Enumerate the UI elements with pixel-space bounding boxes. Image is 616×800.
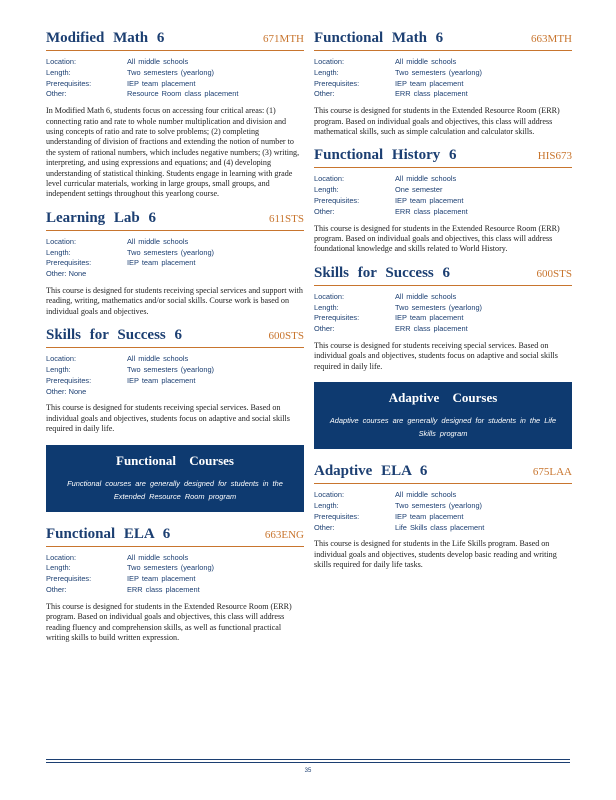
- prerequisites-label: Prerequisites:: [46, 78, 92, 88]
- course-header: [314, 147, 572, 168]
- course-functional-ela-6: [46, 526, 304, 644]
- banner-text: Adaptive courses are generally designed for students in the Life Skills program: [329, 416, 557, 439]
- prerequisites-label: Prerequisites:: [314, 196, 360, 205]
- length-value: Two semesters (yearlong): [127, 365, 215, 375]
- other-value: Resource Room class placement: [127, 89, 239, 99]
- course-functional-math-6: [314, 30, 572, 137]
- prerequisites-value: IEP team placement: [395, 196, 464, 205]
- location-label: Location:: [314, 57, 344, 66]
- other-value: ERR class placement: [395, 206, 468, 216]
- prerequisites-label: Prerequisites:: [46, 375, 92, 385]
- prerequisites-value: IEP team placement: [127, 375, 196, 385]
- location-value: All middle schools: [395, 291, 457, 301]
- other-value: None: [68, 386, 87, 396]
- location-label: Location:: [46, 354, 76, 364]
- other-label: Other:: [314, 522, 335, 532]
- course-header: [46, 327, 304, 348]
- other-label: Other:: [46, 89, 67, 99]
- course-details: [46, 354, 304, 397]
- prerequisites-value: IEP team placement: [395, 313, 464, 323]
- course-title: Functional Math 6: [314, 30, 444, 46]
- length-value: One semester: [395, 185, 443, 195]
- course-code: 675LAA: [532, 466, 572, 479]
- prerequisites-label: Prerequisites:: [46, 258, 92, 268]
- course-header: [314, 463, 572, 484]
- course-description: This course is designed for students in the Life Skills program. Based on individual goals and objectives, students develop basic reading and writing skills required for daily life tasks.: [314, 539, 557, 570]
- length-value: Two semesters (yearlong): [395, 302, 483, 312]
- prerequisites-label: Prerequisites:: [314, 511, 360, 521]
- course-code: 600STS: [536, 267, 572, 280]
- course-header: [314, 265, 572, 286]
- course-title: Modified Math 6: [46, 30, 165, 46]
- length-value: Two semesters (yearlong): [127, 67, 215, 77]
- other-label: Other:: [314, 206, 335, 216]
- course-code: 611STS: [268, 212, 304, 225]
- banner-title: Adaptive Courses: [388, 390, 498, 406]
- prerequisites-value: IEP team placement: [395, 78, 464, 88]
- location-label: Location:: [314, 174, 344, 184]
- other-value: None: [68, 269, 87, 279]
- prerequisites-label: Prerequisites:: [46, 574, 92, 584]
- footer-rule-top: [46, 759, 570, 760]
- length-label: Length:: [314, 185, 339, 195]
- course-description: This course is designed for students in the Extended Resource Room (ERR) program. Based on individual goals and objectives, this class will address mathematical skills, such as simple calculation and calculator skills.: [314, 106, 560, 136]
- course-description: In Modified Math 6, students focus on accessing four critical areas: (1) connecting ratio and rate to whole number multiplication and division and using concepts of ratio and rate to solve problems; (2) completing understanding of division of fractions and extending the notion of number to the system of rational numbers, which includes negative numbers; (3) writing, interpreting, and using expressions and equations; and (4) developing understanding of statistical thinking. Students engage in learning with grade level curricular materials, working in large groups, small groups, and independent settings throughout this yearlong course.: [46, 106, 300, 199]
- location-label: Location:: [46, 57, 76, 66]
- other-value: ERR class placement: [395, 89, 468, 99]
- prerequisites-label: Prerequisites:: [314, 78, 360, 88]
- location-label: Location:: [314, 291, 344, 301]
- other-label: Other:: [46, 269, 67, 279]
- course-modified-math-6: [46, 30, 304, 200]
- course-title: Functional ELA 6: [46, 525, 171, 542]
- course-functional-history-6: [314, 147, 572, 254]
- other-label: Other:: [314, 89, 335, 99]
- prerequisites-label: Prerequisites:: [314, 313, 360, 323]
- adaptive-courses-banner: [314, 382, 572, 449]
- other-value: Life Skills class placement: [395, 522, 485, 532]
- prerequisites-value: IEP team placement: [127, 574, 196, 584]
- course-title: Adaptive ELA 6: [314, 463, 428, 480]
- location-value: All middle schools: [395, 57, 457, 66]
- course-description: This course is designed for students receiving special services. Based on individual goals and objectives, students focus on adaptive and social skills required in daily life.: [46, 403, 290, 434]
- right-column: [314, 30, 572, 581]
- course-skills-for-success-6: [46, 327, 304, 434]
- length-label: Length:: [46, 247, 71, 257]
- length-value: Two semesters (yearlong): [127, 247, 215, 257]
- location-value: All middle schools: [395, 490, 457, 500]
- length-label: Length:: [46, 67, 71, 77]
- functional-courses-banner: [46, 445, 304, 512]
- other-label: Other:: [46, 386, 67, 396]
- course-header: [46, 526, 304, 547]
- prerequisites-value: IEP team placement: [395, 511, 464, 521]
- course-details: [314, 490, 572, 533]
- location-value: All middle schools: [127, 354, 189, 364]
- banner-title: Functional Courses: [116, 452, 234, 468]
- course-title: Functional History 6: [314, 147, 457, 164]
- course-details: [314, 57, 572, 100]
- course-details: [314, 292, 572, 335]
- prerequisites-value: IEP team placement: [127, 258, 196, 268]
- course-header: [46, 30, 304, 51]
- location-value: All middle schools: [127, 57, 189, 66]
- course-title: Skills for Success 6: [314, 264, 450, 281]
- course-description: This course is designed for students receiving special services and support with reading, writing, mathematics and/or social skills. Course work is based on individual goals and objectives.: [46, 286, 303, 316]
- location-label: Location:: [314, 490, 344, 500]
- length-value: Two semesters (yearlong): [395, 67, 483, 77]
- course-description: This course is designed for students in the Extended Resource Room (ERR) program. Based on individual goals and objectives, this class will address foundational knowledge and skills related to World History.: [314, 223, 560, 254]
- course-adaptive-ela-6: [314, 463, 572, 570]
- course-header: [314, 30, 572, 51]
- course-code: 600STS: [268, 330, 304, 343]
- location-value: All middle schools: [127, 236, 189, 246]
- other-label: Other:: [46, 585, 67, 595]
- location-value: All middle schools: [127, 552, 189, 562]
- course-description: This course is designed for students in the Extended Resource Room (ERR) program. Based on individual goals and objectives, this class will address reading fluency and comprehension skills, as well as functional practical writing skills to build written expression.: [46, 601, 292, 643]
- course-title: Learning Lab 6: [46, 209, 157, 226]
- location-value: All middle schools: [395, 174, 457, 184]
- course-details: [46, 237, 304, 280]
- banner-text: Functional courses are generally designed for students in the Extended Resource Room program: [67, 478, 283, 501]
- course-description: This course is designed for students receiving special services. Based on individual goals and objectives, students focus on adaptive and social skills required in daily life.: [314, 341, 558, 371]
- length-label: Length:: [46, 365, 71, 375]
- page-number: 35: [304, 768, 312, 774]
- length-label: Length:: [314, 67, 339, 77]
- length-label: Length:: [314, 302, 339, 312]
- prerequisites-value: IEP team placement: [127, 78, 196, 88]
- length-label: Length:: [314, 501, 339, 511]
- course-code: 663ENG: [264, 528, 304, 541]
- course-code: 663MTH: [531, 33, 572, 45]
- other-value: ERR class placement: [395, 324, 468, 334]
- location-label: Location:: [46, 552, 76, 562]
- other-label: Other:: [314, 324, 335, 334]
- course-skills-for-success-6-err: [314, 265, 572, 372]
- length-value: Two semesters (yearlong): [395, 501, 483, 511]
- length-value: Two semesters (yearlong): [127, 563, 215, 573]
- length-label: Length:: [46, 563, 71, 573]
- course-learning-lab-6: [46, 210, 304, 317]
- course-title: Skills for Success 6: [46, 327, 182, 344]
- course-code: 671MTH: [263, 33, 304, 45]
- course-details: [46, 57, 304, 100]
- course-details: [46, 553, 304, 596]
- left-column: [46, 30, 304, 653]
- course-code: HIS673: [537, 150, 572, 163]
- other-value: ERR class placement: [127, 585, 200, 595]
- location-label: Location:: [46, 236, 76, 246]
- course-details: [314, 174, 572, 217]
- course-header: [46, 210, 304, 231]
- footer-rule-bottom: [46, 762, 570, 763]
